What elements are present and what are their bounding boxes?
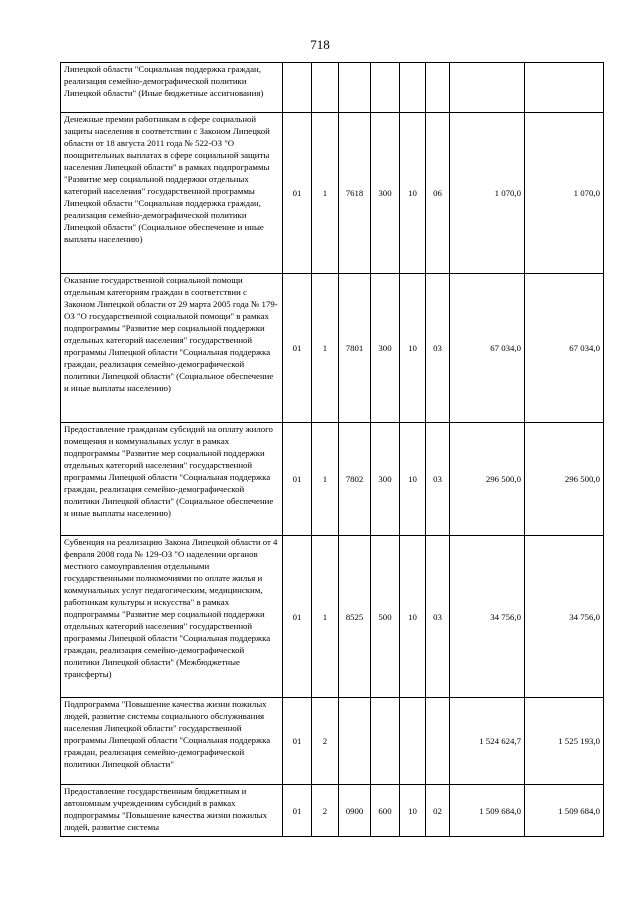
subsection-cell: 03 — [426, 423, 450, 536]
amount-cell: 1 509 684,0 — [450, 785, 525, 837]
subsection-cell: 03 — [426, 536, 450, 698]
amount-cell: 67 034,0 — [450, 274, 525, 423]
row-description: Предоставление государственным бюджетным и автономным учреждениям субсидий в рамках подпрограммы "Повышение качества жизни пожилых людей, развитие системы — [61, 785, 283, 837]
amount-cell: 1 070,0 — [450, 113, 525, 274]
expense-type-cell: 300 — [371, 274, 400, 423]
amount-cell: 296 500,0 — [450, 423, 525, 536]
item-code-cell: 0900 — [339, 785, 371, 837]
amount-cell: 1 525 193,0 — [525, 698, 604, 785]
expense-type-cell — [371, 63, 400, 113]
page-number: 718 — [310, 37, 330, 52]
table-row — [61, 423, 604, 536]
subprogram-code-cell: 1 — [312, 274, 339, 423]
subsection-cell — [426, 63, 450, 113]
amount-cell: 34 756,0 — [450, 536, 525, 698]
row-description: Подпрограмма "Повышение качества жизни пожилых людей, развитие системы социального обслуживания населения Липецкой области" государственной программы Липецкой области "Социальная поддержка граждан, реализация семейно-демографической политики Липецкой области" — [61, 698, 283, 785]
program-code-cell: 01 — [283, 113, 312, 274]
budget-table — [60, 62, 604, 837]
subprogram-code-cell: 1 — [312, 113, 339, 274]
subprogram-code-cell: 2 — [312, 698, 339, 785]
subprogram-code-cell: 1 — [312, 423, 339, 536]
program-code-cell: 01 — [283, 536, 312, 698]
program-code-cell — [283, 63, 312, 113]
subsection-cell — [426, 698, 450, 785]
subsection-cell: 03 — [426, 274, 450, 423]
table-row — [61, 63, 604, 113]
table-row — [61, 785, 604, 837]
section-cell: 10 — [400, 423, 426, 536]
row-description: Оказание государственной социальной помощи отдельным категориям граждан в соответствии с Законом Липецкой области от 29 марта 2005 года № 179-ОЗ "О государственной социальной помощи" в рамках подпрограммы "Развитие мер социальной поддержки отдельных категорий населения" государственной программы Липецкой области "Социальная поддержка граждан, реализация семейно-демографической политики Липецкой области" (Социальное обеспечение и иные выплаты населению) — [61, 274, 283, 423]
amount-cell — [525, 63, 604, 113]
section-cell: 10 — [400, 274, 426, 423]
amount-cell: 1 509 684,0 — [525, 785, 604, 837]
row-description: Липецкой области "Социальная поддержка граждан, реализация семейно-демографической политики Липецкой области" (Иные бюджетные ассигнования) — [61, 63, 283, 113]
amount-cell: 67 034,0 — [525, 274, 604, 423]
item-code-cell: 7801 — [339, 274, 371, 423]
row-description: Субвенция на реализацию Закона Липецкой области от 4 февраля 2008 года № 129-ОЗ "О наделении органов местного самоуправления отдельными государственными полномочиями по оплате жилья и коммунальных услуг педагогическим, медицинским, работникам культуры и искусства" в рамках подпрограммы "Развитие мер социальной поддержки отдельных категорий населения" государственной программы Липецкой области "Социальная поддержка граждан, реализация семейно-демографической политики Липецкой области" (Межбюджетные трансферты) — [61, 536, 283, 698]
expense-type-cell: 300 — [371, 423, 400, 536]
row-description: Денежные премии работникам в сфере социальной защиты населения в соответствии с Законом Липецкой области от 18 августа 2011 года № 522-ОЗ "О поощрительных выплатах в сфере социальной защиты населения Липецкой области" в рамках подпрограммы "Развитие мер социальной поддержки отдельных категорий населения" государственной программы Липецкой области "Социальная поддержка граждан, реализация семейно-демографической политики Липецкой области" (Социальное обеспечение и иные выплаты населению) — [61, 113, 283, 274]
item-code-cell — [339, 698, 371, 785]
section-cell: 10 — [400, 536, 426, 698]
table-row — [61, 113, 604, 274]
amount-cell: 34 756,0 — [525, 536, 604, 698]
section-cell — [400, 698, 426, 785]
subsection-cell: 02 — [426, 785, 450, 837]
item-code-cell — [339, 63, 371, 113]
program-code-cell: 01 — [283, 423, 312, 536]
table-row — [61, 536, 604, 698]
row-description: Предоставление гражданам субсидий на оплату жилого помещения и коммунальных услуг в рамках подпрограммы "Развитие мер социальной поддержки отдельных категорий населения" государственной программы Липецкой области "Социальная поддержка граждан, реализация семейно-демографической политики Липецкой области" (Социальное обеспечение и иные выплаты населению) — [61, 423, 283, 536]
expense-type-cell — [371, 698, 400, 785]
subprogram-code-cell — [312, 63, 339, 113]
item-code-cell: 8525 — [339, 536, 371, 698]
program-code-cell: 01 — [283, 698, 312, 785]
amount-cell: 296 500,0 — [525, 423, 604, 536]
expense-type-cell: 600 — [371, 785, 400, 837]
item-code-cell: 7618 — [339, 113, 371, 274]
subsection-cell: 06 — [426, 113, 450, 274]
expense-type-cell: 500 — [371, 536, 400, 698]
program-code-cell: 01 — [283, 274, 312, 423]
program-code-cell: 01 — [283, 785, 312, 837]
section-cell: 10 — [400, 785, 426, 837]
section-cell: 10 — [400, 113, 426, 274]
subprogram-code-cell: 1 — [312, 536, 339, 698]
table-row — [61, 698, 604, 785]
expense-type-cell: 300 — [371, 113, 400, 274]
section-cell — [400, 63, 426, 113]
item-code-cell: 7802 — [339, 423, 371, 536]
amount-cell: 1 524 624,7 — [450, 698, 525, 785]
table-row — [61, 274, 604, 423]
subprogram-code-cell: 2 — [312, 785, 339, 837]
amount-cell — [450, 63, 525, 113]
amount-cell: 1 070,0 — [525, 113, 604, 274]
